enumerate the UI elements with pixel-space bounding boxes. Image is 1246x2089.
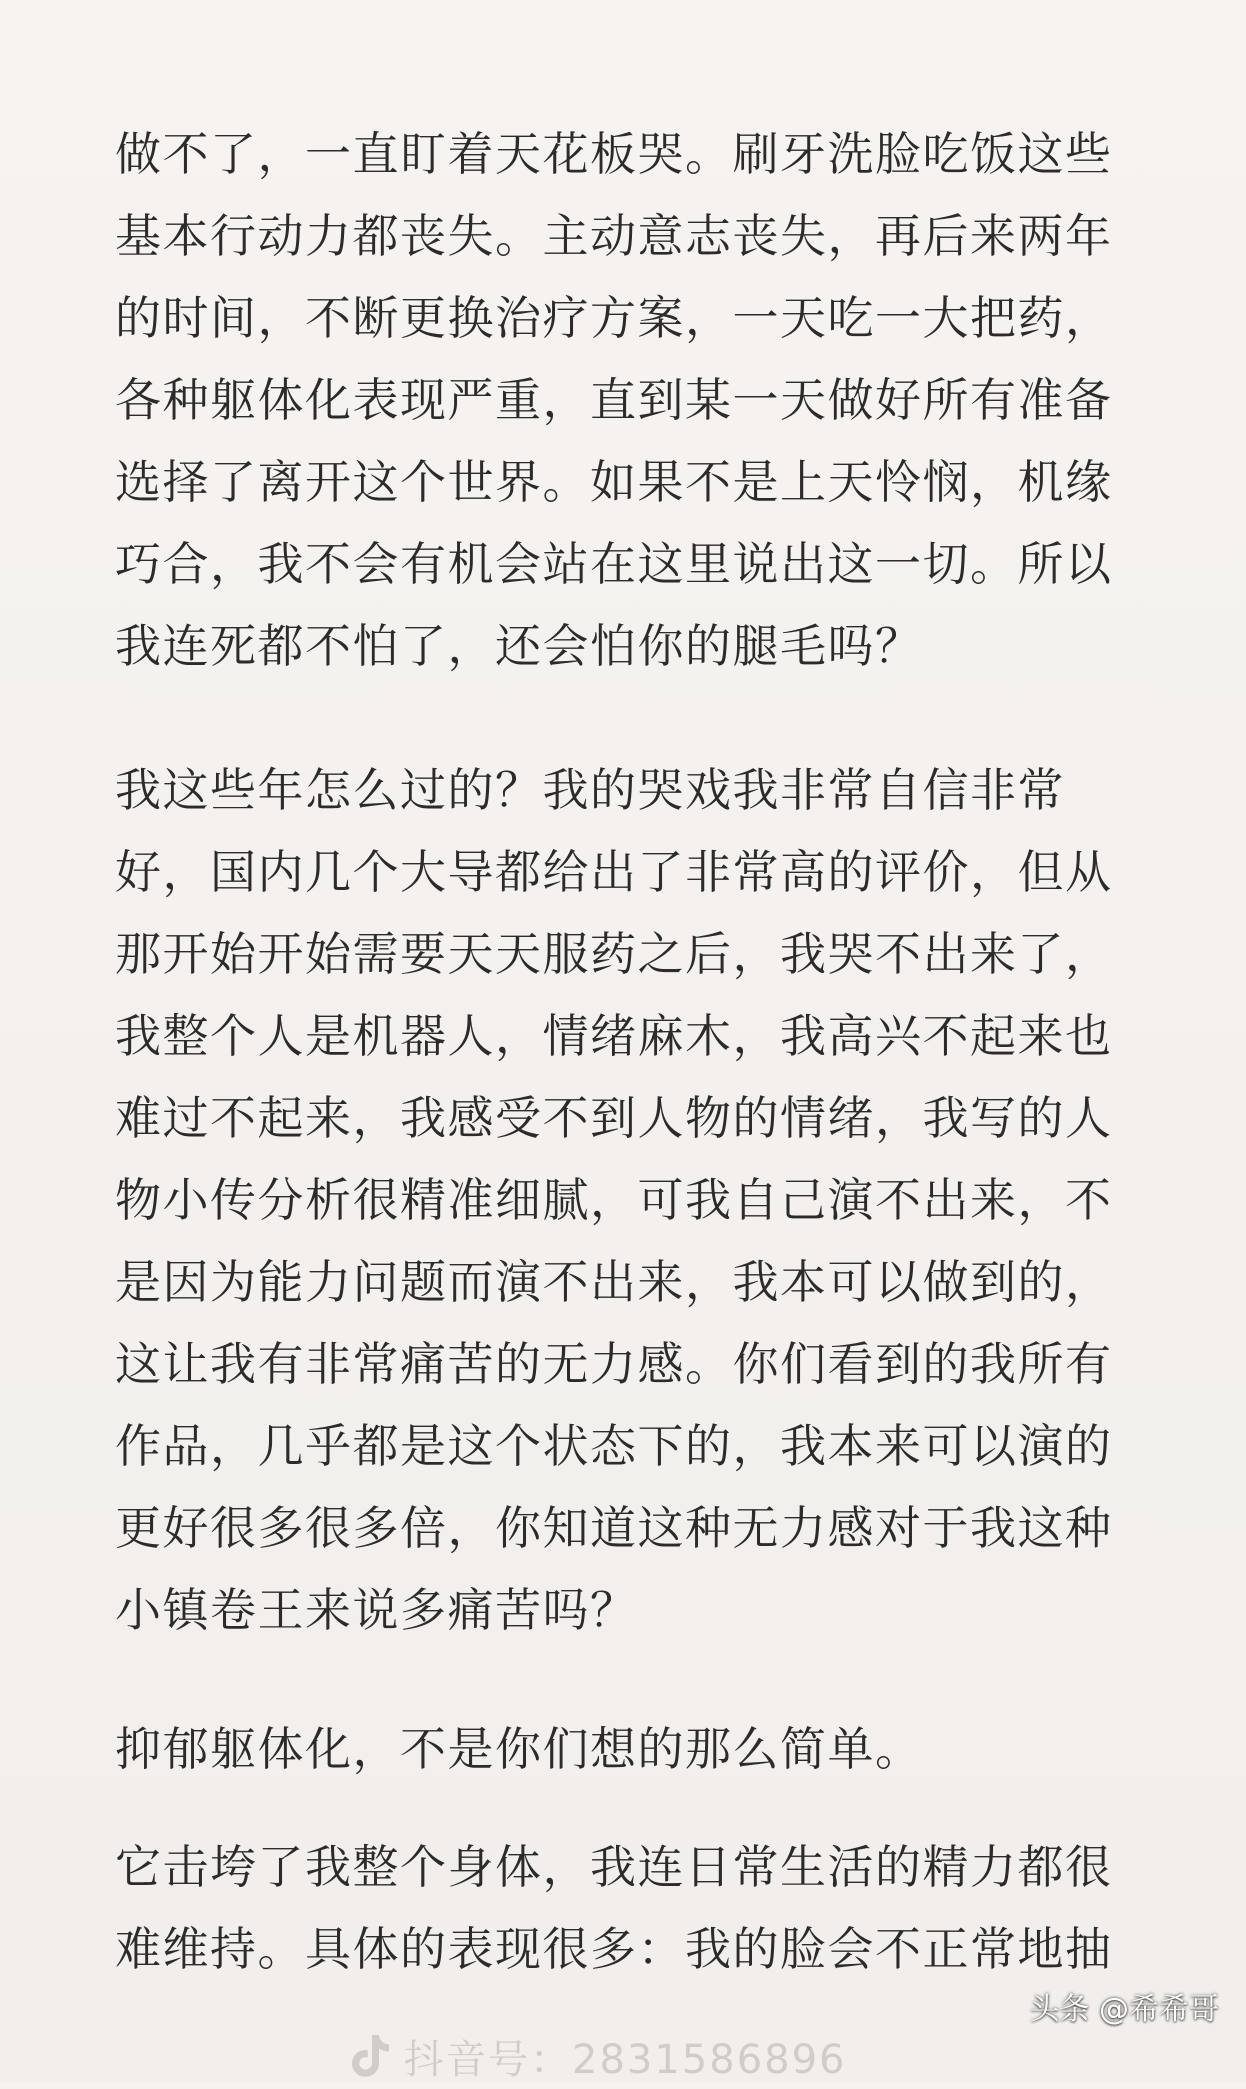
text-line: 抑郁躯体化，不是你们想的那么简单。	[115, 1722, 923, 1776]
text-line: 作品，几乎都是这个状态下的，我本来可以演的	[115, 1419, 1113, 1473]
text-line: 巧合，我不会有机会站在这里说出这一切。所以	[115, 537, 1113, 591]
text-line: 物小传分析很精准细腻，可我自己演不出来，不	[115, 1173, 1113, 1227]
text-line: 做不了，一直盯着天花板哭。刷牙洗脸吃饭这些	[115, 127, 1113, 181]
text-line: 小镇卷王来说多痛苦吗？	[115, 1583, 638, 1637]
tiktok-icon	[350, 2033, 392, 2079]
paragraph-2	[115, 749, 1155, 1651]
paragraph-3	[115, 1708, 1155, 1790]
text-line: 好，国内几个大导都给出了非常高的评价，但从	[115, 845, 1113, 899]
toutiao-credit: 头条 @希希哥	[1029, 1992, 1219, 2027]
paragraph-4	[115, 1826, 1155, 1990]
text-line: 选择了离开这个世界。如果不是上天怜悯，机缘	[115, 455, 1113, 509]
text-line: 各种躯体化表现严重，直到某一天做好所有准备	[115, 373, 1113, 427]
text-line: 我连死都不怕了，还会怕你的腿毛吗？	[115, 619, 923, 673]
text-line: 它击垮了我整个身体，我连日常生活的精力都很	[115, 1840, 1113, 1894]
text-line: 基本行动力都丧失。主动意志丧失，再后来两年	[115, 209, 1113, 263]
douyin-watermark	[350, 2030, 847, 2082]
text-line: 难维持。具体的表现很多：我的脸会不正常地抽	[115, 1922, 1113, 1976]
text-line: 我这些年怎么过的？我的哭戏我非常自信非常	[115, 763, 1065, 817]
paragraph-1	[115, 113, 1155, 687]
text-line: 难过不起来，我感受不到人物的情绪，我写的人	[115, 1091, 1113, 1145]
watermark-text: 抖音号：2831586896	[404, 2036, 847, 2083]
text-line: 那开始开始需要天天服药之后，我哭不出来了，	[115, 927, 1113, 981]
text-line: 我整个人是机器人，情绪麻木，我高兴不起来也	[115, 1009, 1113, 1063]
text-line: 更好很多很多倍，你知道这种无力感对于我这种	[115, 1501, 1113, 1555]
text-line: 是因为能力问题而演不出来，我本可以做到的，	[115, 1255, 1113, 1309]
text-line: 的时间，不断更换治疗方案，一天吃一大把药，	[115, 291, 1113, 345]
text-line: 这让我有非常痛苦的无力感。你们看到的我所有	[115, 1337, 1113, 1391]
